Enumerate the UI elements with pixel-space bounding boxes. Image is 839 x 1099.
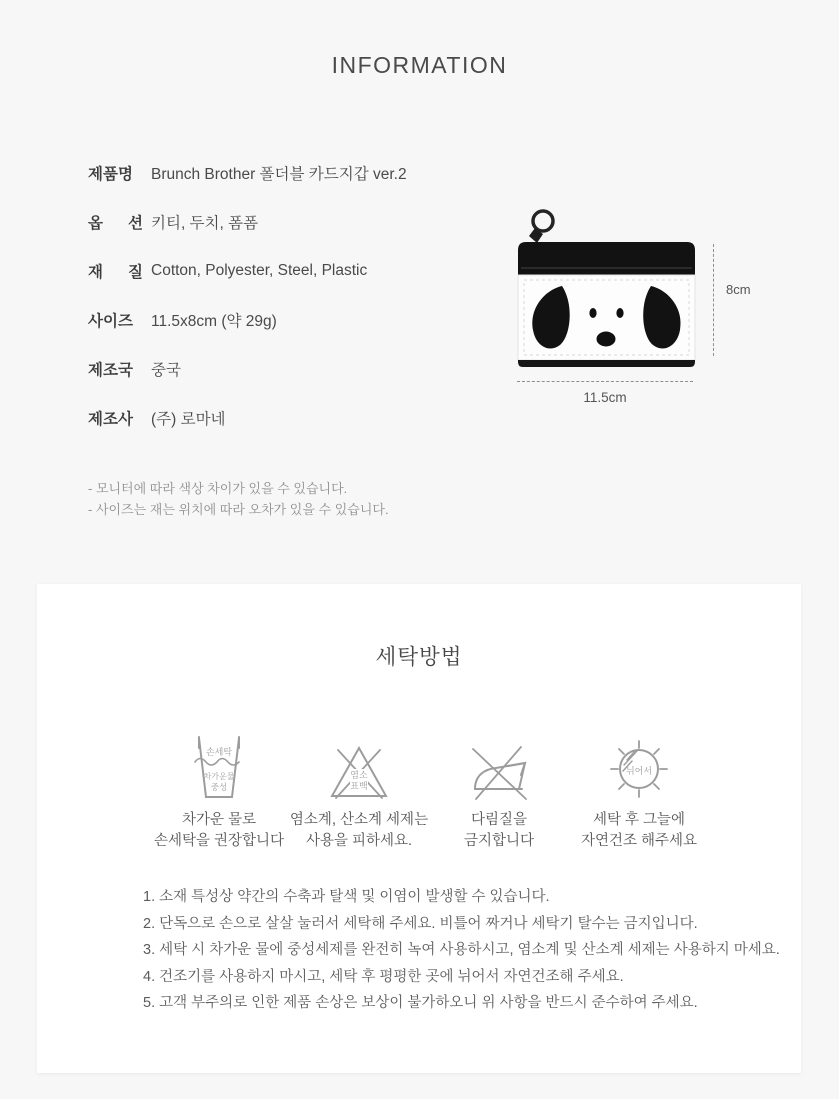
caption-line: 금지합니다 [463, 833, 535, 849]
caption-line: 세탁 후 그늘에 [592, 812, 686, 828]
info-value: 11.5x8cm (약 29g) [151, 312, 277, 330]
dog-eye-left [589, 308, 596, 318]
info-row-option [88, 197, 407, 246]
icon-box [323, 729, 395, 805]
care-item-no-bleach [289, 729, 429, 852]
instruction-line: 2. 단독으로 손으로 살살 눌러서 세탁해 주세요. 비틀어 짜거나 세탁기 탈수는 금지입니다. [143, 915, 698, 932]
no-iron-icon [463, 741, 535, 805]
product-info-table [88, 148, 407, 442]
caption-line: 다림질을 [470, 812, 527, 828]
info-label: 제조국 [88, 361, 133, 379]
icon-box [602, 729, 676, 805]
svg-text:뉘어서: 뉘어서 [625, 766, 653, 776]
info-value: 중국 [151, 361, 181, 379]
svg-text:중성: 중성 [210, 782, 228, 792]
pouch-top-band [518, 242, 695, 275]
washing-method-title: 세탁방법 [375, 645, 463, 669]
care-caption [290, 810, 428, 852]
dry-in-shade-icon [602, 731, 676, 805]
icon-box [463, 729, 535, 805]
note-line: - 모니터에 따라 색상 차이가 있을 수 있습니다. [88, 481, 348, 496]
info-row-material [88, 246, 407, 295]
caption-line: 염소계, 산소계 세제는 [289, 812, 429, 828]
info-label: 옵 션 [88, 214, 143, 232]
width-dimension-line [517, 381, 693, 382]
hand-wash-icon [189, 731, 249, 805]
info-label: 제조사 [88, 410, 133, 428]
info-value: Brunch Brother 폴더블 카드지갑 ver.2 [151, 165, 407, 183]
info-value: Cotton, Polyester, Steel, Plastic [151, 261, 368, 279]
instruction-line: 1. 소재 특성상 약간의 수축과 탈색 및 이염이 발생할 수 있습니다. [143, 889, 550, 905]
care-caption [154, 810, 284, 852]
page-title: INFORMATION [331, 52, 508, 78]
instruction-line: 5. 고객 부주의로 인한 제품 손상은 보상이 불가하오니 위 사항을 반드시 준수하여 주세요. [143, 995, 698, 1011]
svg-text:염소: 염소 [350, 770, 368, 780]
svg-text:손세탁: 손세탁 [205, 747, 233, 757]
care-item-dry-in-shade [569, 729, 709, 852]
product-figure [505, 196, 775, 426]
caption-line: 자연건조 해주세요 [580, 833, 698, 849]
info-label: 재 질 [88, 263, 143, 281]
care-icons-row [149, 729, 709, 852]
no-bleach-icon [323, 741, 395, 805]
info-row-origin [88, 344, 407, 393]
caption-line: 사용을 피하세요. [305, 833, 413, 849]
instruction-line: 4. 건조기를 사용하지 마시고, 세탁 후 평평한 곳에 뉘어서 자연건조해 주세요. [143, 968, 624, 985]
svg-text:차가운물: 차가운물 [203, 772, 235, 781]
zipper-ring-icon [533, 211, 553, 231]
svg-text:표백: 표백 [350, 781, 368, 791]
care-caption [581, 810, 697, 852]
caption-line: 차가운 물로 [181, 812, 257, 828]
caption-line: 손세탁을 권장합니다 [153, 833, 285, 849]
pouch-bottom-edge [518, 360, 695, 367]
care-item-hand-wash [149, 729, 289, 852]
dog-eye-right [616, 308, 623, 318]
width-dimension-label: 11.5cm [583, 390, 627, 405]
instruction-line: 3. 세탁 시 차가운 물에 중성세제를 완전히 녹여 사용하시고, 염소계 및 산소계 세제는 사용하지 마세요. [143, 942, 780, 958]
info-row-manufacturer [88, 393, 407, 442]
care-item-no-iron [429, 729, 569, 852]
info-value: (주) 로마네 [151, 410, 226, 428]
info-label: 사이즈 [88, 312, 133, 330]
info-value: 키티, 두치, 폼폼 [151, 214, 259, 232]
icon-box [189, 729, 249, 805]
washing-method-card [37, 584, 801, 1073]
care-instructions-list [143, 884, 801, 1017]
info-label: 제품명 [88, 165, 133, 183]
height-dimension-line [713, 244, 714, 356]
note-line: - 사이즈는 재는 위치에 따라 오차가 있을 수 있습니다. [88, 501, 389, 517]
disclaimer-notes [88, 479, 389, 520]
product-image [505, 196, 705, 372]
dog-nose [597, 332, 616, 347]
care-caption [464, 810, 534, 852]
info-row-size [88, 295, 407, 344]
height-dimension-label: 8cm [726, 282, 751, 297]
info-row-product-name [88, 148, 407, 197]
